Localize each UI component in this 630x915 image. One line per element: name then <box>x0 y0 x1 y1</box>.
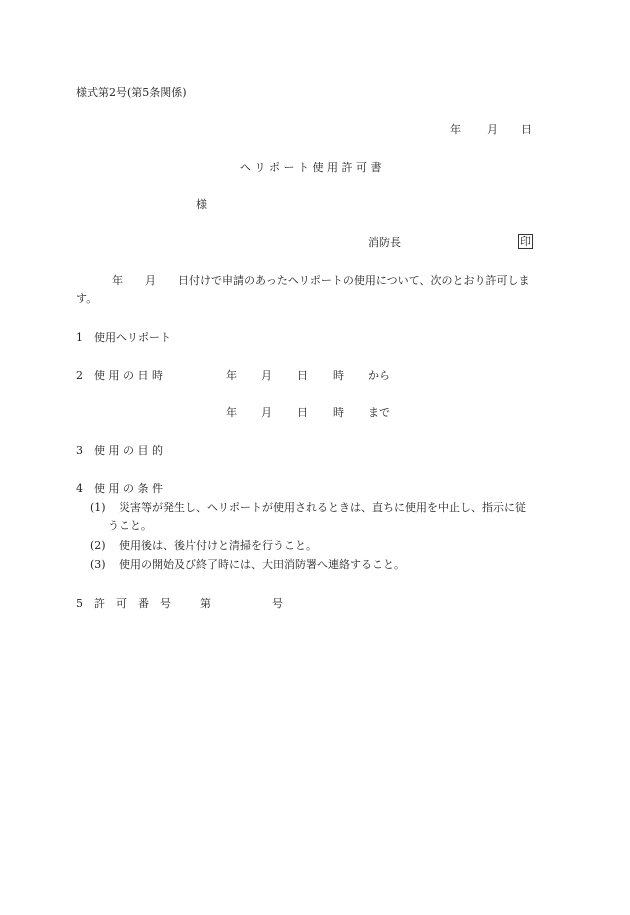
from-year: 年 <box>226 369 237 382</box>
condition-2-text: 使用後は、後片付けと清掃を行うこと。 <box>119 539 317 552</box>
form-number: 様式第2号(第5条関係) <box>76 86 187 99</box>
to-year: 年 <box>226 406 237 419</box>
permit-number-prefix: 第 <box>200 597 211 610</box>
issuer-title: 消防長 <box>368 236 401 249</box>
body-line-1: 年 月 日付けで申請のあったヘリポートの使用について、次のとおり許可しま <box>112 274 530 287</box>
to-suffix: まで <box>368 406 390 419</box>
addressee-suffix: 様 <box>196 198 207 211</box>
condition-1-number: (1) <box>90 501 106 514</box>
from-month: 月 <box>261 369 272 382</box>
body-line-2: す。 <box>76 292 98 305</box>
item-2-label: 2 使 用 の 日 時 <box>76 369 163 382</box>
condition-1-text: 災害等が発生し、ヘリポートが使用されるときは、直ちに使用を中止し、指示に従 <box>119 501 526 514</box>
to-day: 日 <box>297 406 308 419</box>
condition-3-text: 使用の開始及び終了時には、大田消防署へ連絡すること。 <box>119 558 405 571</box>
seal-stamp: 印 <box>520 235 531 248</box>
condition-2-number: (2) <box>90 539 106 552</box>
document-title: ヘ リ ポ ー ト 使 用 許 可 書 <box>240 161 382 174</box>
date-year: 年 <box>450 123 461 136</box>
condition-3-number: (3) <box>90 558 106 571</box>
to-month: 月 <box>261 406 272 419</box>
date-month: 月 <box>487 123 498 136</box>
from-day: 日 <box>297 369 308 382</box>
to-hour: 時 <box>333 406 344 419</box>
from-suffix: から <box>368 369 390 382</box>
condition-1-text-cont: うこと。 <box>108 519 152 532</box>
permit-number-suffix: 号 <box>272 597 283 610</box>
item-4-conditions: 4 使 用 の 条 件 <box>76 482 163 495</box>
date-day: 日 <box>521 123 532 136</box>
item-1-heliport: 1 使用ヘリポート <box>76 331 171 344</box>
item-3-purpose: 3 使 用 の 目 的 <box>76 444 163 457</box>
from-hour: 時 <box>333 369 344 382</box>
item-5-label: 5 許 可 番 号 <box>76 597 171 610</box>
